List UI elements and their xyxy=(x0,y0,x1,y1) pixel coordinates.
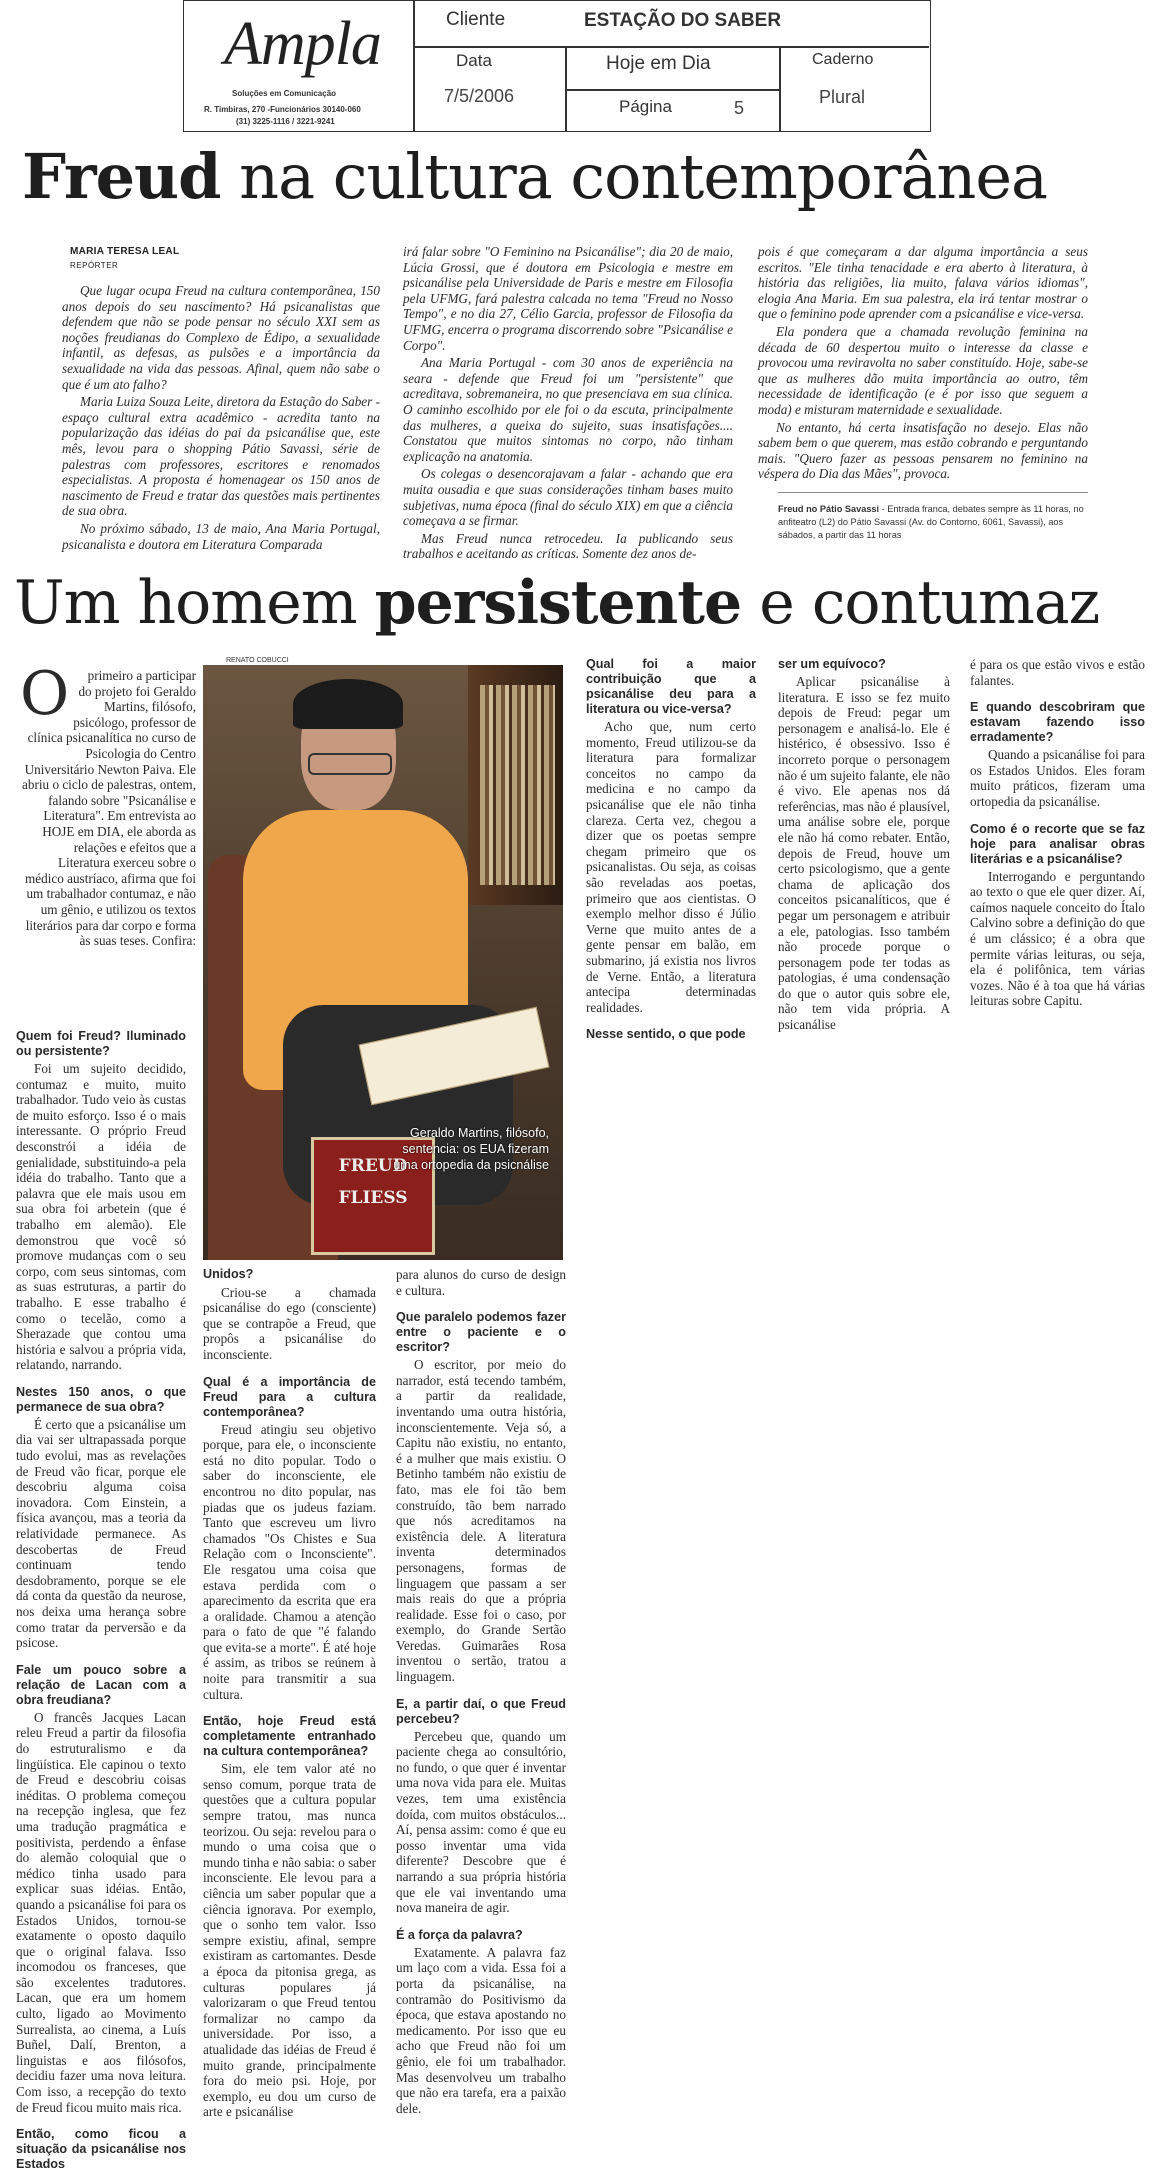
photo-caption: Geraldo Martins, filósofo, sentencia: os EUA fizeram uma ortopedia da psicnálise xyxy=(393,1126,549,1172)
answer: Percebeu que, quando um paciente chega ao consultório, no fundo, o que quer é inventar uma nova vida para ele. Muitas vezes, tem uma existência doída, com muitos obstáculos... Aí, pensa assim: como é que eu posso inventar uma vida diferente? Descobre que é narrando a sua própria história que ele vai inventando uma nova maneira de agir. xyxy=(396,1728,566,1916)
answer: É certo que a psicanálise um dia vai ser ultrapassada porque tudo evolui, mas as revelações de Freud vão ficar, porque ele descobriu alguma coisa inovadora. Com Einstein, a física avançou, mas a teoria da relatividade permanece. As descobertas de Freud continuam tendo desdobramento, porque se ele dá conta da questão da neurose, nos deixa uma herança sobre como tratar da perversão e da psicose. xyxy=(16,1416,186,1651)
paragraph: No entanto, há certa insatisfação no desejo. Elas não sabem bem o que querem, mas estão cobrando e perguntando mais. "Quero fazer as pessoas pensarem no feminino na véspera do Dia das Mães", provoca. xyxy=(758,419,1088,482)
answer: Sim, ele tem valor até no senso comum, porque trata de questões que a cultura popular sempre tratou, mas nunca teorizou. Ou seja: revelou para o mundo o uma coisa que o mundo tinha e não sabia: o saber inconsciente. Ele levou para a ciência um saber popular que a ciência ignorava. Por exemplo, que o sonho tem valor. Isso sempre existiu, afinal, sempre existiram as cartomantes. Desde a época da pitonisa grega, as culturas populares já valorizaram o que Freud tentou formalizar no campo da universidade. Por isso, a atualidade das idéias de Freud é muito grande, principalmente fora do meio psi. Hoje, por exemplo, eu dou um curso de arte e psicanálise xyxy=(203,1761,376,2120)
veiculo-value: Hoje em Dia xyxy=(606,53,711,74)
answer: Freud atingiu seu objetivo porque, para ele, o inconsciente está no dito popular. Todo o saber do inconsciente, ele encontrou no dito popular, nas piadas que os judeus faziam. Tanto que escreveu um livro chamados "Os Chistes e Sua Relação com o Inconsciente". Ele resgatou uma coisa que estava perdida com o aparecimento da escrita que era a oralidade. Chamou a atenção para o fato de que "é falando que evita-se a morte". É até hoje é assim, as tribos se reúnem à noite para transmitir a sua cultura. xyxy=(203,1421,376,1702)
intro-text: primeiro a participar do projeto foi Geraldo Martins, filósofo, psicólogo, professor de clínica psicanalítica no curso de Psicologia do Centro Universitário Newton Paiva. Ele abriu o ciclo de palestras, ontem, falando sobre "Psicanálise e Literatura". Em entrevista ao HOJE em DIA, ele aborda as relações e efeitos que a Literatura exerceu sobre o médico austríaco, afirma que foi um trabalhador contumaz, e não um gênio, e utilizou os textos literários para dar corpo e forma às suas teses. Confira: xyxy=(22,668,196,949)
question: Qual foi a maior contribuição que a psicanálise deu para a literatura ou vice-versa? xyxy=(586,657,756,716)
headline-part-a: Um homem xyxy=(14,568,375,638)
question: E, a partir daí, o que Freud percebeu? xyxy=(396,1696,566,1726)
cliente-value: ESTAÇÃO DO SABER xyxy=(584,10,782,31)
portrait-photo xyxy=(203,665,563,1260)
paragraph: Maria Luiza Souza Leite, diretora da Estação do Saber - espaço cultural extra acadêmico - acredita tanto na popularização das idéias do pai da psicanálise que, este mês, levou para o shopping Pátio Savassi, série de palestras com professores, escritores e renomados especialistas. A proposta é homenagear os 150 anos de nascimento de Freud e tratar das questões mais pertinentes de sua obra. xyxy=(62,394,380,519)
paragraph: Os colegas o desencorajavam a falar - achando que era muita ousadia e que suas considerações tinham bases muito subjetivas, numa época (final do século XIX) em que a ciência começava a se firmar. xyxy=(403,466,733,529)
question-continued: ser um equívoco? xyxy=(778,657,886,671)
paragraph: pois é que começaram a dar alguma importância a seus escritos. "Ele tinha tenacidade e era aberto à literatura, à história das religiões, lia muito, falava vários idiomas", elogia Ana Maria. Em sua palestra, ela irá tentar mostrar o que o feminino pode aprender com a psicanálise e vice-versa. xyxy=(758,244,1088,322)
question: Como é o recorte que se faz hoje para analisar obras literárias e a psicanálise? xyxy=(970,821,1145,866)
headline-part-b: e contumaz xyxy=(741,568,1100,638)
article1-col1 xyxy=(62,283,380,554)
question-continued: Unidos? xyxy=(203,1267,254,1281)
photo-credit: RENATO COBUCCI xyxy=(226,657,289,664)
answer: Exatamente. A palavra faz um laço com a vida. Essa foi a porta da psicanálise, na contramão do Positivismo da época, que estava apostando no medicamento. Por isso que eu acho que Freud não foi um gênio, ele foi um trabalhador. Mas desenvolveu um trabalho que não era tarefa, era a paixão dele. xyxy=(396,1944,566,2116)
question: Que paralelo podemos fazer entre o paciente e o escritor? xyxy=(396,1310,566,1355)
article2-col4 xyxy=(586,647,756,1044)
paragraph: Mas Freud nunca retrocedeu. Ia publicando seus trabalhos e aceitando as críticas. Somente dez anos de- xyxy=(403,530,733,562)
answer: Acho que, num certo momento, Freud utilizou-se da literatura para formalizar conceitos no campo da medicina e no campo da psicanálise que ele não tinha clareza. Certa vez, chegou a dizer que os poetas sempre chegam primeiro que os psicanalistas. Ou seja, as coisas são reveladas aos poetas, primeiro que aos cientistas. O exemplo melhor disso é Júlio Verne que muito antes de a gente pensar em balão, em submarino, já existia nos livros de Verne. Então, a literatura antecipa determinadas realidades. xyxy=(586,719,756,1015)
headline-freud: Freud xyxy=(22,140,221,213)
article2-intro xyxy=(20,659,196,949)
question: Qual é a importância de Freud para a cultura contemporânea? xyxy=(203,1374,376,1419)
article2-headline xyxy=(14,568,1099,638)
article1-col3 xyxy=(758,244,1088,484)
article2-col5 xyxy=(778,647,950,1035)
question: Quem foi Freud? Iluminado ou persistente? xyxy=(16,1029,186,1058)
article2-col1 xyxy=(16,1017,186,2174)
answer: Foi um sujeito decidido, contumaz e muito, muito trabalhador. Tudo veio às custas de muito esforço. Isso é o mais interessante. O próprio Freud desconstrói a idéia de genialidade, substituindo-a pela idéia do trabalho. Tanto que a palavra que ele mais usou em sua obra foi arbetein (que é trabalho em alemão). Ele demonstrou que você só promove mudanças com o seu corpo, com seus sintomas, com as suas estruturas, a partir do trabalho. E esse trabalho é como o tecelão, como a Sherazade que contou uma história e salvou a própria vida, relatando, narrando. xyxy=(16,1061,186,1373)
drop-cap: O xyxy=(20,659,70,729)
paragraph: No próximo sábado, 13 de maio, Ana Maria Portugal, psicanalista e doutora em Literatura Comparada xyxy=(62,520,380,552)
clipping-header xyxy=(183,0,931,132)
answer: Aplicar psicanálise à literatura. E isso se fez muito depois de Freud: pegar um personagem e analisá-lo. Ele é histérico, é obsessivo. Isso é incorreto porque o personagem não é um sujeito falante, ele não é vivo. Ele apenas nos dá referências, mas não é plausível, uma análise sobre ele, porque ele não há como rebater. Então, depois de Freud, houve um certo psicologismo, que a gente chama de aplicação dos conceitos psicanalíticos, que é pegar um personagem e atribuir a ele, patologias. Isso também não procede porque o personagem pode ter todas as patologias, é uma condensação do que o autor quis sobre ele, não tem vida própria. A psicanálise xyxy=(778,674,950,1033)
data-label: Data xyxy=(456,51,492,70)
book-title-fliess: FLIESS xyxy=(338,1188,408,1208)
caderno-label: Caderno xyxy=(812,51,874,68)
paragraph: Ela pondera que a chamada revolução feminina na década de 60 despertou muito o interesse da classe e provocou uma reviravolta no saber constituído. Hoje, sabe-se que as mulheres dão muita importância ao outro, têm necessidade de identificação (e é por isso que seguem a moda) e misturam maternidade e sexualidade. xyxy=(758,323,1088,417)
answer: Quando a psicanálise foi para os Estados Unidos. Eles foram muito práticos, fizeram uma ortopedia da psicanálise. xyxy=(970,747,1145,809)
event-title: Freud no Pátio Savassi xyxy=(778,504,880,514)
question: É a força da palavra? xyxy=(396,1927,523,1942)
paragraph: irá falar sobre "O Feminino na Psicanálise"; dia 20 de maio, Lúcia Grossi, que é doutora em Psicologia e mestre em psicanálise pela Universidade de Paris e mestre em Filosofia pela UFMG, fará palestra calcada no tema "Freud no Nosso Tempo", e no dia 27, Célio Garcia, professor de Filosofia da UFMG, encerra o programa discorrendo sobre "Psicanálise e Corpo". xyxy=(403,244,733,353)
pagina-label: Página xyxy=(619,97,672,116)
cliente-label: Cliente xyxy=(446,9,506,30)
byline-author: MARIA TERESA LEAL xyxy=(70,246,180,257)
paragraph: Ana Maria Portugal - com 30 anos de experiência na seara - defende que Freud foi um "persistente" que acreditava, sobremaneira, no que presenciava em sua clínica. O caminho escolhido por ele foi o da escuta, principalmente das mulheres, a queixa do sujeito, suas insatisfações.... Constatou que muitos sintomas no corpo, não tinham explicação na anatomia. xyxy=(403,355,733,464)
question: Nesse sentido, o que pode xyxy=(586,1027,746,1042)
answer: Interrogando e perguntando ao texto o que ele quer dizer. Aí, caímos naquele conceito do Ítalo Calvino sobre a definição do que é um clássico; é a obra que permite várias leituras, ou seja, ela é polifônica, tem várias vozes. Não é à toa que há várias leituras sobre Capitu. xyxy=(970,868,1145,1009)
headline-persistente: persistente xyxy=(374,568,742,638)
ampla-logo: Ampla xyxy=(224,10,381,78)
agency-phone: (31) 3225-1116 / 3221-9241 xyxy=(236,117,335,126)
article2-col3 xyxy=(396,1267,566,2118)
article2-col6 xyxy=(970,657,1145,1011)
answer: O escritor, por meio do narrador, está tecendo também, a partir da realidade, inventando uma outra história, inconscientemente. Veja só, a Capitu não existiu, no entanto, é a mulher que mais existiu. O Betinho também não existiu de fato, mas ele foi tão bem construído, tão bem narrado que nós acreditamos na existência dele. A literatura inventa determinados personagens, formas de linguagem que passam a ser mais reais do que a própria realidade. Esse foi o caso, por exemplo, do Grande Sertão Veredas. Guimarães Rosa inventou o sertão, tratou a linguagem. xyxy=(396,1357,566,1685)
answer: Criou-se a chamada psicanálise do ego (consciente) que se contrapõe a Freud, que propôs a psicanálise do inconsciente. xyxy=(203,1284,376,1362)
article2-col2 xyxy=(203,1267,376,2122)
answer-continued: para alunos do curso de design e cultura. xyxy=(396,1267,566,1298)
caderno-value: Plural xyxy=(819,87,866,107)
event-details: - Entrada franca, debates sempre às 11 horas, no anfiteatro (L2) do Pátio Savassi (Av. do Contorno, 6061, Savassi), aos sábados, a partir das 11 horas xyxy=(778,504,1084,540)
paragraph: Que lugar ocupa Freud na cultura contemporânea, 150 anos depois do seu nascimento? Há psicanalistas que defendem que não se pode pensar no século XXI sem as noções freudianas do Complexo de Édipo, a sexualidade infantil, as defesas, as pulsões e a importância da sexualidade na vida das pessoas. Afinal, quem não sabe o que é um ato falho? xyxy=(62,283,380,392)
answer: O francês Jacques Lacan releu Freud a partir da filosofia do estruturalismo e da lingüística. Ele capinou o texto de Freud e descobriu coisas inéditas. O problema começou na recepção inglesa, que fez uma tradução pragmática e positivista, perdendo a ênfase do alemão coloquial que o médico tinha usado para explicar suas idéias. Então, quando a psicanálise foi para os Estados Unidos, tornou-se exatamente o oposto daquilo que o original falava. Isso incomodou os franceses, que são excelentes tradutores. Lacan, que era um homem culto, ligado ao Movimento Surrealista, ao cinema, a Luís Buñel, Dalí, Brenton, a linguistas e aos filósofos, decidiu fazer uma nova leitura. Com isso, a recepção do texto de Freud ficou muito mais rica. xyxy=(16,1709,186,2115)
question: Fale um pouco sobre a relação de Lacan com a obra freudiana? xyxy=(16,1662,186,1707)
question: Então, hoje Freud está completamente entranhado na cultura contemporânea? xyxy=(203,1714,376,1759)
headline-rest: na cultura contemporânea xyxy=(220,140,1047,213)
question: Então, como ficou a situação da psicanálise nos Estados xyxy=(16,2127,186,2172)
pagina-value: 5 xyxy=(734,98,745,118)
answer-continued: é para os que estão vivos e estão falantes. xyxy=(970,657,1145,688)
book-title-freud: FREUD xyxy=(338,1156,408,1176)
data-value: 7/5/2006 xyxy=(444,86,515,106)
question: Nestes 150 anos, o que permanece de sua obra? xyxy=(16,1384,186,1414)
article1-col2 xyxy=(403,244,733,564)
logo-subtitle: Soluções em Comunicação xyxy=(232,89,337,98)
article1-headline xyxy=(22,140,1047,213)
byline-role: REPÓRTER xyxy=(70,261,119,270)
agency-address: R. Timbiras, 270 -Funcionários 30140-060 xyxy=(204,105,361,114)
event-info xyxy=(778,503,1088,542)
question: E quando descobriram que estavam fazendo isso erradamente? xyxy=(970,700,1145,745)
